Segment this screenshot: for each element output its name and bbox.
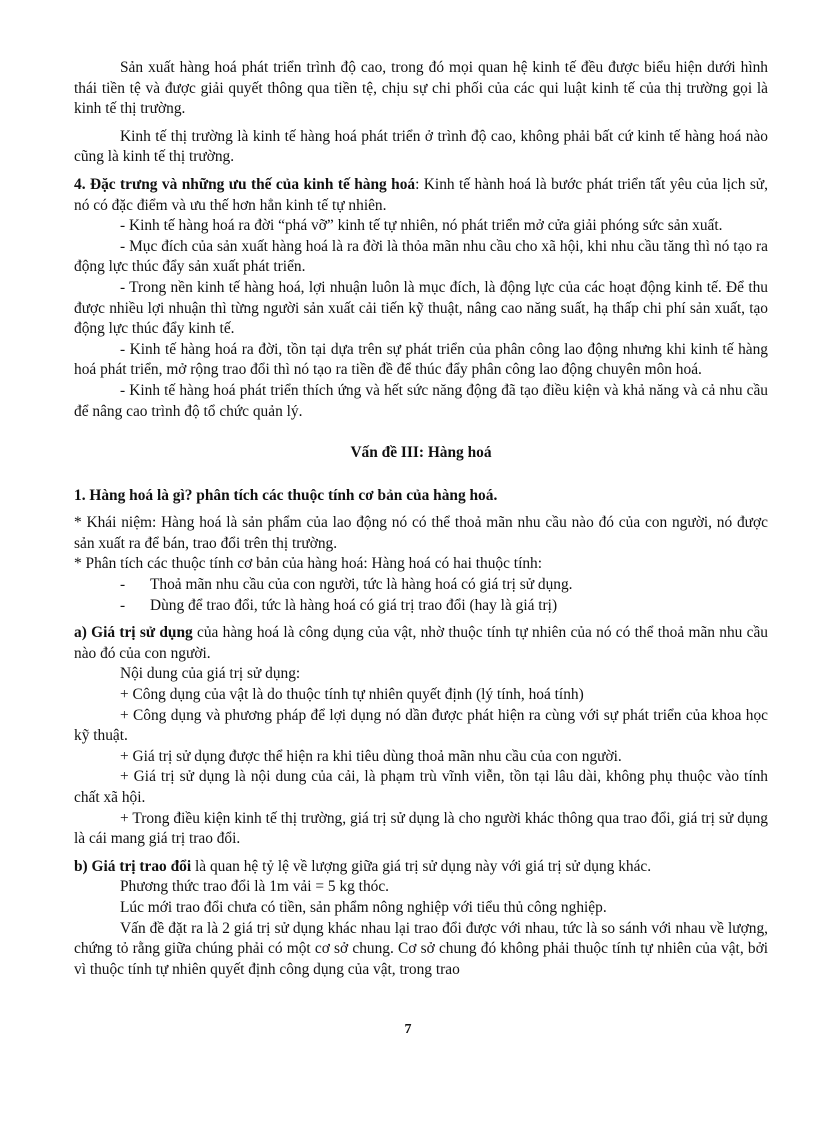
use-value-definition: của hàng hoá là công dụng của vật, nhờ thuộc tính tự nhiên của nó có thể thoả mãn nhu cầu nào đó của con người.: [74, 624, 768, 662]
use-value-item: + Công dụng và phương pháp để lợi dụng nó dần được phát hiện ra cùng với sự phát triển của khoa học kỹ thuật.: [74, 706, 768, 745]
dash-marker: -: [120, 596, 126, 614]
attribute-item: [74, 596, 768, 617]
use-value-item: + Giá trị sử dụng được thể hiện ra khi tiêu dùng thoả mãn nhu cầu của con người.: [120, 747, 622, 765]
exchange-value-definition: là quan hệ tỷ lệ về lượng giữa giá trị sử dụng này với giá trị sử dụng khác.: [191, 857, 652, 875]
section-4-item: - Kinh tế hàng hoá ra đời “phá vỡ” kinh tế tự nhiên, nó phát triển mở cửa giải phóng sức sản xuất.: [120, 217, 723, 235]
use-value-item: + Trong điều kiện kinh tế thị trường, giá trị sử dụng là cho người khác thông qua trao đổi, giá trị sử dụng là cái mang giá trị trao đổi.: [74, 809, 768, 848]
section-4-item: - Mục đích của sản xuất hàng hoá là ra đời là thỏa mãn nhu cầu cho xã hội, khi nhu cầu tăng thì nó tạo ra động lực thúc đẩy sản xuất phát triển.: [74, 237, 768, 276]
exchange-value-paragraph: [74, 857, 768, 878]
analysis-paragraph: * Phân tích các thuộc tính cơ bản của hàng hoá: Hàng hoá có hai thuộc tính:: [74, 555, 543, 573]
exchange-line: Vấn đề đặt ra là 2 giá trị sử dụng khác nhau lại trao đổi được với nhau, tức là so sánh với nhau về lượng, chứng tỏ rằng giữa chúng phải có một cơ sở chung. Cơ sở chung đó không phải thuộc tính tự nhiên của vật, bởi vì thuộc tính tự nhiên quyết định công dụng của vật, trong trao: [74, 919, 768, 978]
section-4-intro: : Kinh tế hành hoá là bước phát triển tất yêu của lịch sử, nó có đặc điểm và ưu thế hơn hẳn kinh tế tự nhiên.: [74, 175, 768, 214]
market-paragraph-1: Sản xuất hàng hoá phát triển trình độ cao, trong đó mọi quan hệ kinh tế đều được biểu hiện dưới hình thái tiền tệ và được giải quyết thông qua tiền tệ, chịu sự chi phối của các qui luật kinh tế của thị trường gọi là kinh tế thị trường.: [74, 59, 768, 118]
concept-paragraph: * Khái niệm: Hàng hoá là sản phẩm của lao động nó có thể thoả mãn nhu cầu nào đó của con người, nó được sản xuất ra để bán, trao đổi trên thị trường.: [74, 514, 768, 552]
section-4-heading: 4. Đặc trưng và những ưu thế của kinh tế hàng hoá: [74, 175, 416, 193]
chapter-title: Vấn đề III: Hàng hoá: [350, 444, 492, 462]
section-4-item: - Kinh tế hàng hoá ra đời, tồn tại dựa trên sự phát triển của phân công lao động nhưng khi kinh tế hàng hoá phát triển, mở rộng trao đổi thì nó tạo ra tiền đề để thúc đẩy phân công lao động chuyên môn hoá.: [74, 340, 768, 379]
section-4-paragraph: [74, 175, 768, 216]
attribute-text: Dùng để trao đổi, tức là hàng hoá có giá trị trao đổi (hay là giá trị): [150, 596, 558, 614]
section-4-item: - Kinh tế hàng hoá phát triển thích ứng và hết sức năng động đã tạo điều kiện và khả năng và cả nhu cầu để nâng cao trình độ tổ chức quản lý.: [74, 381, 768, 420]
attribute-item: [74, 575, 768, 596]
question-1-heading: 1. Hàng hoá là gì? phân tích các thuộc tính cơ bản của hàng hoá.: [74, 486, 498, 504]
market-paragraph-2: Kinh tế thị trường là kinh tế hàng hoá phát triển ở trình độ cao, không phải bất cứ kinh tế hàng hoá nào cũng là kinh tế thị trường.: [74, 127, 768, 166]
use-value-content-label: Nội dung của giá trị sử dụng:: [120, 665, 301, 683]
use-value-item: + Công dụng của vật là do thuộc tính tự nhiên quyết định (lý tính, hoá tính): [120, 686, 584, 704]
exchange-line: Phương thức trao đổi là 1m vải = 5 kg thóc.: [120, 878, 390, 896]
document-page: [74, 58, 768, 980]
exchange-line: Lúc mới trao đổi chưa có tiền, sản phẩm nông nghiệp với tiểu thủ công nghiệp.: [120, 898, 607, 916]
exchange-value-heading: b) Giá trị trao đổi: [74, 857, 192, 875]
use-value-heading: a) Giá trị sử dụng: [74, 624, 193, 642]
attribute-text: Thoả mãn nhu cầu của con người, tức là hàng hoá có giá trị sử dụng.: [150, 576, 573, 594]
section-4-item: - Trong nền kinh tế hàng hoá, lợi nhuận luôn là mục đích, là động lực của các hoạt động kinh tế. Để thu được nhiều lợi nhuận thì từng người sản xuất cải tiến kỹ thuật, nâng cao năng suất, hạ thấp chi phí sản xuất, tạo động lực thúc đẩy kinh tế.: [74, 278, 768, 338]
page-number: 7: [404, 1022, 412, 1037]
dash-marker: -: [120, 576, 126, 594]
use-value-item: + Giá trị sử dụng là nội dung của cải, là phạm trù vĩnh viễn, tồn tại lâu dài, không phụ thuộc vào tính chất xã hội.: [74, 768, 768, 806]
use-value-paragraph: [74, 623, 768, 664]
